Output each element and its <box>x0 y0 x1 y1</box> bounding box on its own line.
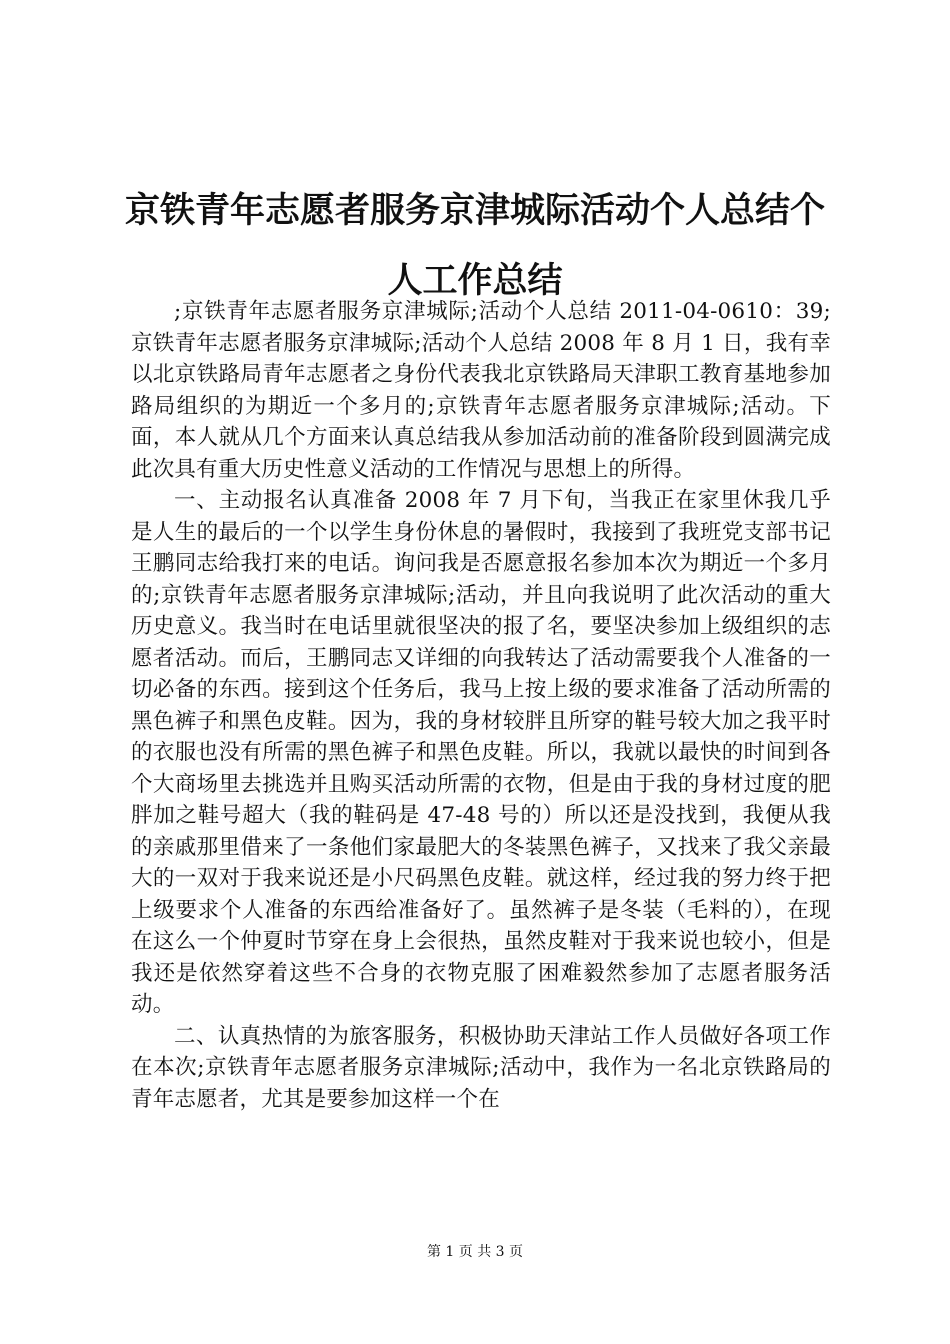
paragraph-intro: ;京铁青年志愿者服务京津城际;活动个人总结 2011-04-0610：39;京铁青年志愿者服务京津城际;活动个人总结 2008 年 8 月 1 日，我有幸以北京铁路局青年志愿者之身份代表我北京铁路局天津职工教育基地参加路局组织的为期近一个多月的;京铁青年志愿者服务京津城际;活动。下面，本人就从几个方面来认真总结我从参加活动前的准备阶段到圆满完成此次具有重大历史性意义活动的工作情况与思想上的所得。 <box>131 299 831 482</box>
document-body <box>131 296 831 1115</box>
document-title: 京铁青年志愿者服务京津城际活动个人总结个人工作总结 <box>124 190 825 301</box>
paragraph-section-1: 一、主动报名认真准备 2008 年 7 月下旬，当我正在家里休我几乎是人生的最后的一个以学生身份休息的暑假时，我接到了我班党支部书记王鹏同志给我打来的电话。询问我是否愿意报名参加本次为期近一个多月的;京铁青年志愿者服务京津城际;活动，并且向我说明了此次活动的重大历史意义。我当时在电话里就很坚决的报了名，要坚决参加上级组织的志愿者活动。而后，王鹏同志又详细的向我转达了活动需要我个人准备的一切必备的东西。接到这个任务后，我马上按上级的要求准备了活动所需的黑色裤子和黑色皮鞋。因为，我的身材较胖且所穿的鞋号较大加之我平时的衣服也没有所需的黑色裤子和黑色皮鞋。所以，我就以最快的时间到各个大商场里去挑选并且购买活动所需的衣物，但是由于我的身材过度的肥胖加之鞋号超大（我的鞋码是 47-48 号的）所以还是没找到，我便从我的亲戚那里借来了一条他们家最肥大的冬装黑色裤子，又找来了我父亲最大的一双对于我来说还是小尺码黑色皮鞋。就这样，经过我的努力终于把上级要求个人准备的东西给准备好了。虽然裤子是冬装（毛料的），在现在这么一个仲夏时节穿在身上会很热，虽然皮鞋对于我来说也较小，但是我还是依然穿着这些不合身的衣物克服了困难毅然参加了志愿者服务活动。 <box>131 488 831 1017</box>
paragraph-section-2: 二、认真热情的为旅客服务，积极协助天津站工作人员做好各项工作在本次;京铁青年志愿者服务京津城际;活动中，我作为一名北京铁路局的青年志愿者，尤其是要参加这样一个在 <box>131 1023 831 1112</box>
page-footer: 第 1 页 共 3 页 <box>426 1244 524 1260</box>
